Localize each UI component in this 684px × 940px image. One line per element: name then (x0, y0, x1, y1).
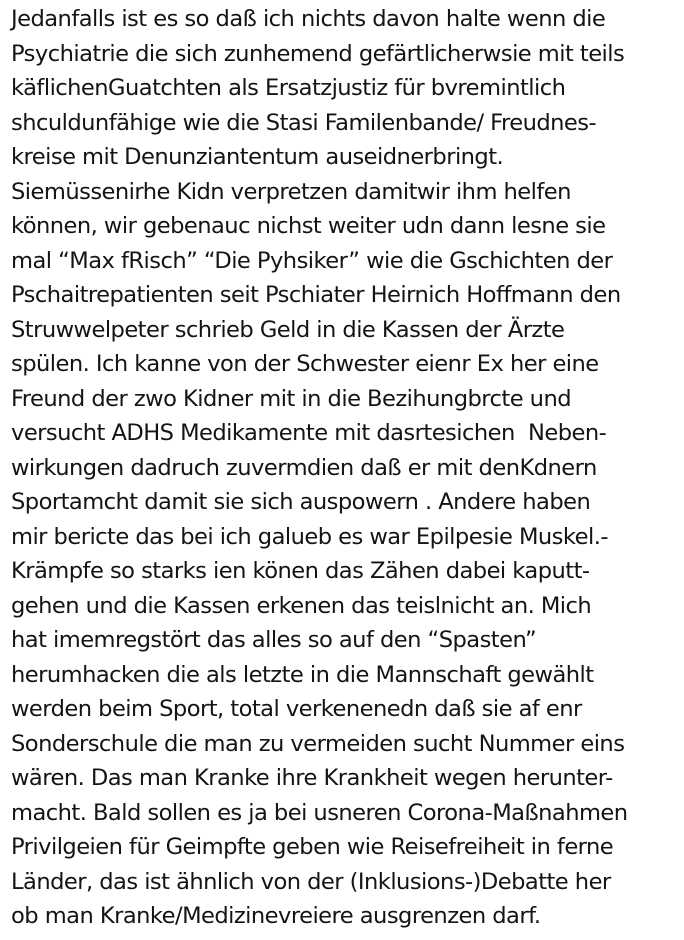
text-line: werden beim Sport, total verkenenedn daß sie af enr (11, 696, 582, 722)
text-line: Siemüssenirhe Kidn verpretzen damitwir ihm helfen (11, 178, 571, 205)
text-line: Sonderschule die man zu vermeiden sucht Nummer eins (11, 730, 625, 757)
text-line: Freund der zwo Kidner mit in die Bezihungbrcte und (11, 385, 572, 412)
text-line: versucht ADHS Medikamente mit dasrtesichen Neben- (11, 420, 607, 446)
text-line: kreise mit Denunziantentum auseidnerbringt. (11, 144, 504, 170)
text-line: Jedanfalls ist es so daß ich nichts davon halte wenn die (11, 6, 606, 32)
text-line: wären. Das man Kranke ihre Krankheit wegen herunter- (11, 765, 613, 791)
text-line: Krämpfe so starks ien könen das Zähen dabei kaputt- (11, 558, 590, 584)
text-line: wirkungen dadruch zuvermdien daß er mit denKdnern (11, 454, 597, 481)
document-page (11, 2, 679, 936)
text-line: gehen und die Kassen erkenen das teislnicht an. Mich (11, 592, 592, 619)
text-line: Struwwelpeter schrieb Geld in die Kassen der Ärzte (11, 316, 565, 343)
text-line: Sportamcht damit sie sich auspowern . Andere haben (11, 489, 591, 515)
text-line: spülen. Ich kanne von der Schwester eienr Ex her eine (11, 351, 599, 377)
text-line: ob man Kranke/Medizinevreiere ausgrenzen darf. (11, 903, 541, 929)
text-line: herumhacken die als letzte in die Mannschaft gewählt (11, 661, 594, 688)
text-line: Pschaitrepatienten seit Pschiater Heirnich Hoffmann den (11, 282, 621, 308)
text-line: käflichenGuatchten als Ersatzjustiz für bvremintlich (11, 75, 566, 101)
text-line: mal “Max fRisch” “Die Pyhsiker” wie die Gschichten der (11, 247, 613, 274)
text-line: macht. Bald sollen es ja bei usneren Corona-Maßnahmen (11, 799, 628, 826)
text-line: Länder, das ist ähnlich von der (Inklusions-)Debatte her (11, 868, 611, 895)
text-line: hat imemregstört das alles so auf den “Spasten” (11, 627, 537, 653)
text-line: mir bericte das bei ich galueb es war Epilpesie Muskel.- (11, 523, 608, 550)
text-line: Psychiatrie die sich zunhemend gefärtlicherwsie mit teils (11, 40, 625, 67)
text-line: Privilgeien für Geimpfte geben wie Reisefreiheit in ferne (11, 834, 614, 860)
text-line: shculdunfähige wie die Stasi Familenbande/ Freudnes- (11, 109, 597, 136)
text-line: können, wir gebenauc nichst weiter udn dann lesne sie (11, 213, 606, 239)
